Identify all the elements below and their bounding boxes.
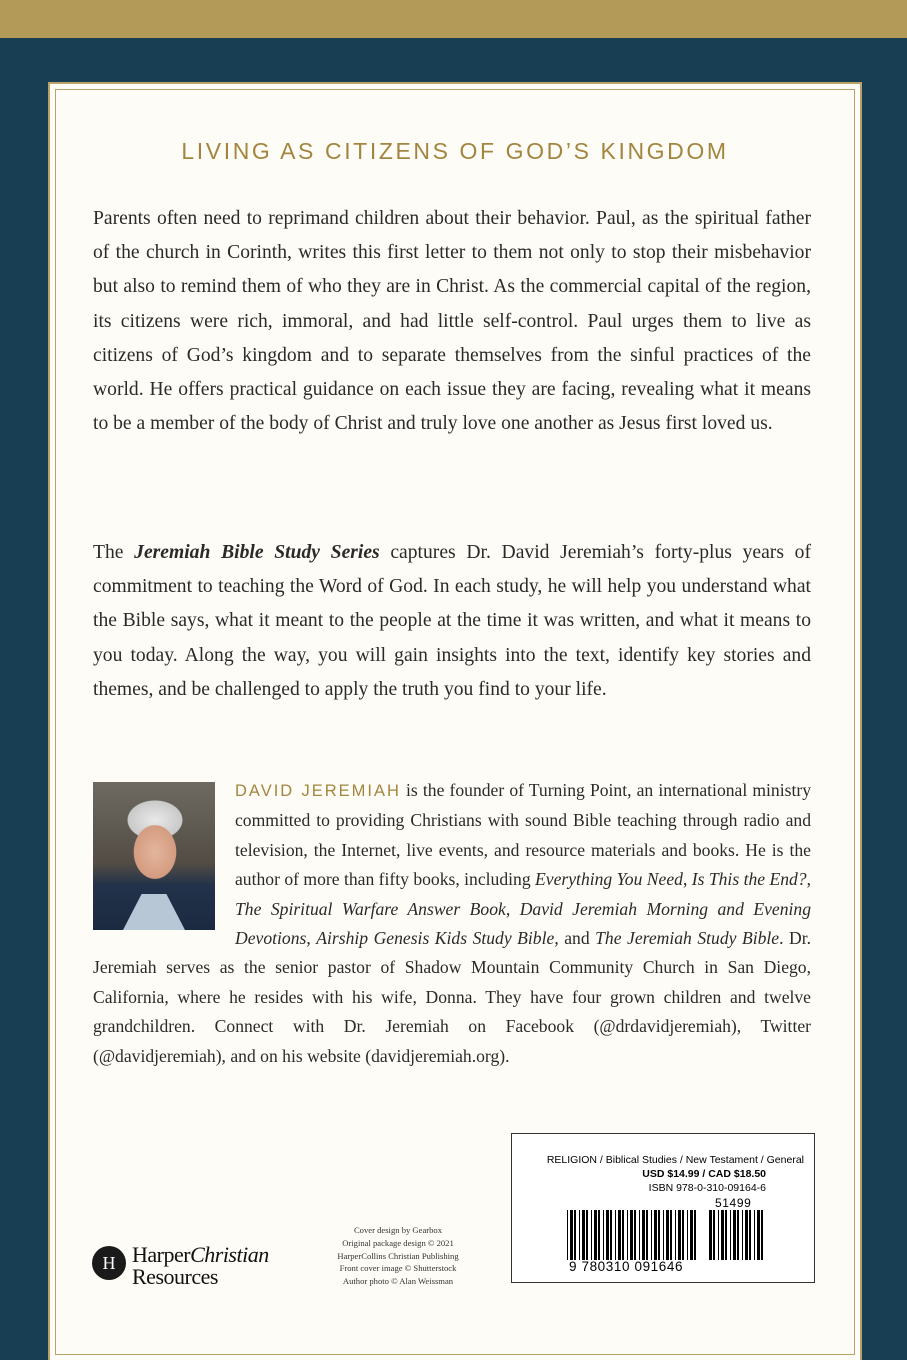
barcode-bar [713, 1210, 715, 1260]
credit-line: Original package design © 2021 [342, 1237, 454, 1248]
barcode-bar [737, 1210, 739, 1260]
barcode-bar [654, 1210, 657, 1260]
barcode-bar [709, 1210, 712, 1260]
barcode-bar [618, 1210, 621, 1260]
book-title: Everything You Need [535, 869, 683, 890]
barcode-bar [598, 1210, 600, 1260]
barcode-bar [627, 1210, 628, 1260]
price-addon-barcode [709, 1210, 765, 1260]
barcode-bar [615, 1210, 616, 1260]
author-bio [93, 776, 811, 1071]
publisher-name-part: Christian [190, 1242, 269, 1267]
barcode-bar [574, 1210, 576, 1260]
credit-line: HarperCollins Christian Publishing [337, 1250, 459, 1261]
barcode-bar [594, 1210, 597, 1260]
barcode-bar [678, 1210, 681, 1260]
publisher-name-part: Harper [132, 1242, 191, 1267]
bio-separator: , [806, 869, 812, 890]
barcode-bar [663, 1210, 664, 1260]
barcode-box [511, 1133, 815, 1283]
bio-text: . Dr. Jeremiah serves as the senior pastor of Shadow Mountain Community Church in San Diego, California, where he resides with his wife, Donna. They have four grown children and twelve grandchildren. Connect with Dr. Jeremiah on Facebook (@drdavidjeremiah), Twitter (@davidjeremiah), and on his website (davidjeremiah.org). [93, 928, 811, 1066]
barcode-bar [757, 1210, 760, 1260]
series-lead: The [93, 542, 135, 563]
barcode-bar [639, 1210, 640, 1260]
credit-line: Cover design by Gearbox [353, 1225, 443, 1235]
isbn: ISBN 978-0-310-09164-6 [648, 1182, 766, 1194]
publisher-logo-icon: H [92, 1246, 126, 1280]
barcode-bar [651, 1210, 652, 1260]
price: USD $14.99 / CAD $18.50 [642, 1168, 766, 1180]
book-title: Airship Genesis Kids Study Bible [316, 928, 555, 949]
book-title: The Jeremiah Study Bible [595, 928, 780, 949]
bio-separator: , [505, 898, 520, 919]
barcode-bar [730, 1210, 731, 1260]
bio-separator: , [682, 869, 692, 890]
barcode-bar [742, 1210, 743, 1260]
cover-credits [328, 1224, 468, 1288]
barcode-bar [745, 1210, 748, 1260]
barcode-bar [582, 1210, 585, 1260]
barcode-bar [567, 1210, 568, 1260]
barcode-bar [634, 1210, 636, 1260]
barcode-bar [591, 1210, 592, 1260]
book-title: The Spiritual Warfare Answer Book [235, 898, 506, 919]
description-paragraph: Parents often need to reprimand children about their behavior. Paul, as the spiritual father of the church in Corinth, writes this first letter to them not only to stop their misbehavior but also to remind them of who they are in Christ. As the commercial capital of the region, its citizens were rich, immoral, and had little self-control. Paul urges them to live as citizens of God’s kingdom and to separate themselves from the sinful practices of the world. He offers practical guidance on each issue they are facing, revealing what it means to be a member of the body of Christ and truly love one another as Jesus first loved us. [93, 208, 811, 435]
barcode-bar [694, 1210, 696, 1260]
barcode-bar [606, 1210, 609, 1260]
cover-heading: LIVING AS CITIZENS OF GOD’S KINGDOM [181, 138, 729, 164]
series-text: captures Dr. David Jeremiah’s forty-plus years of commitment to teaching the Word of God. In each study, he will help you understand what the Bible says, what it meant to the people at the time it was written, and what it means to you today. Along the way, you will gain insights into the text, identify key stories and themes, and be challenged to apply the truth you find to your life. [93, 542, 811, 700]
addon-digits: 51499 [715, 1196, 752, 1210]
barcode-bar [754, 1210, 755, 1260]
barcode-bar [630, 1210, 633, 1260]
barcode-bar [687, 1210, 688, 1260]
series-title: Jeremiah Bible Study Series [134, 542, 380, 563]
bio-separator: , [306, 928, 317, 949]
barcode-bar [682, 1210, 684, 1260]
bisac-category: RELIGION / Biblical Studies / New Testament / General [546, 1154, 804, 1166]
photo-spacer [93, 776, 235, 946]
barcode-bar [658, 1210, 660, 1260]
book-title: Is This the End? [691, 869, 807, 890]
barcode-bar [570, 1210, 573, 1260]
bio-separator: , and [554, 928, 596, 949]
barcode-bar [666, 1210, 669, 1260]
barcode-bar [622, 1210, 624, 1260]
barcode-bar [725, 1210, 727, 1260]
series-paragraph [93, 536, 811, 707]
barcode-bar [761, 1210, 763, 1260]
book-title: David Jeremiah Morning and Evening Devotions [235, 898, 812, 949]
barcode-bar [603, 1210, 604, 1260]
credit-line: Author photo © Alan Weissman [342, 1276, 454, 1287]
barcode-bar [675, 1210, 676, 1260]
barcode-bar [718, 1210, 719, 1260]
top-gold-band [0, 0, 907, 38]
barcode-bar [610, 1210, 612, 1260]
isbn-barcode [567, 1210, 699, 1260]
barcode-bar [749, 1210, 751, 1260]
barcode-bar [642, 1210, 645, 1260]
barcode-digits: 9 780310 091646 [569, 1259, 684, 1274]
barcode-bar [646, 1210, 648, 1260]
barcode-bar [586, 1210, 588, 1260]
barcode-bar [721, 1210, 724, 1260]
credit-line: Front cover image © Shutterstock [339, 1263, 457, 1274]
publisher-logo [92, 1244, 312, 1294]
barcode-bar [690, 1210, 693, 1260]
barcode-bar [579, 1210, 580, 1260]
back-cover-panel [48, 82, 862, 1360]
publisher-name-line2: Resources [132, 1264, 218, 1289]
barcode-bar [670, 1210, 672, 1260]
bio-text: is the founder of Turning Point, an international ministry committed to providing Christians with sound Bible teaching through radio and television, the Internet, live events, and resource materials and books. He is the author of more than fifty books, including [235, 780, 812, 890]
barcode-bar [733, 1210, 736, 1260]
author-name: DAVID JEREMIAH [235, 782, 401, 800]
